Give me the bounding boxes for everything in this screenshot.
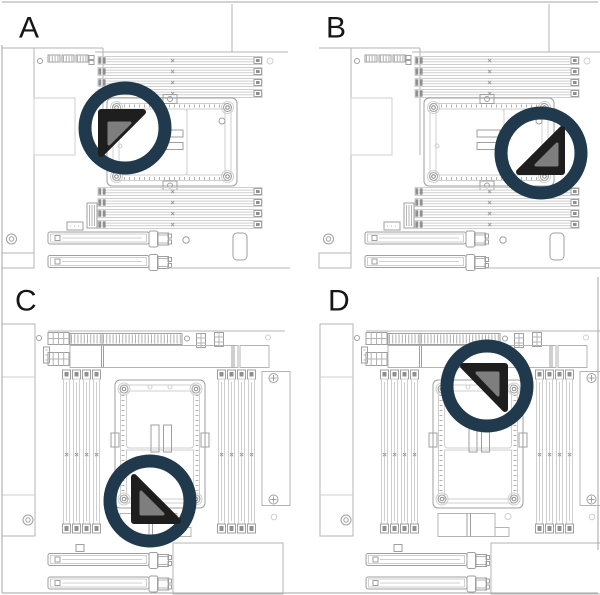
marker-d — [447, 346, 527, 426]
board-drawing-a — [2, 4, 290, 271]
panel-label-b: B — [326, 11, 347, 45]
marker-a — [85, 88, 165, 168]
marker-c — [110, 461, 190, 541]
panel-label-a: A — [19, 11, 40, 45]
panel-label-d: D — [328, 284, 350, 318]
panel-label-c: C — [15, 284, 37, 318]
